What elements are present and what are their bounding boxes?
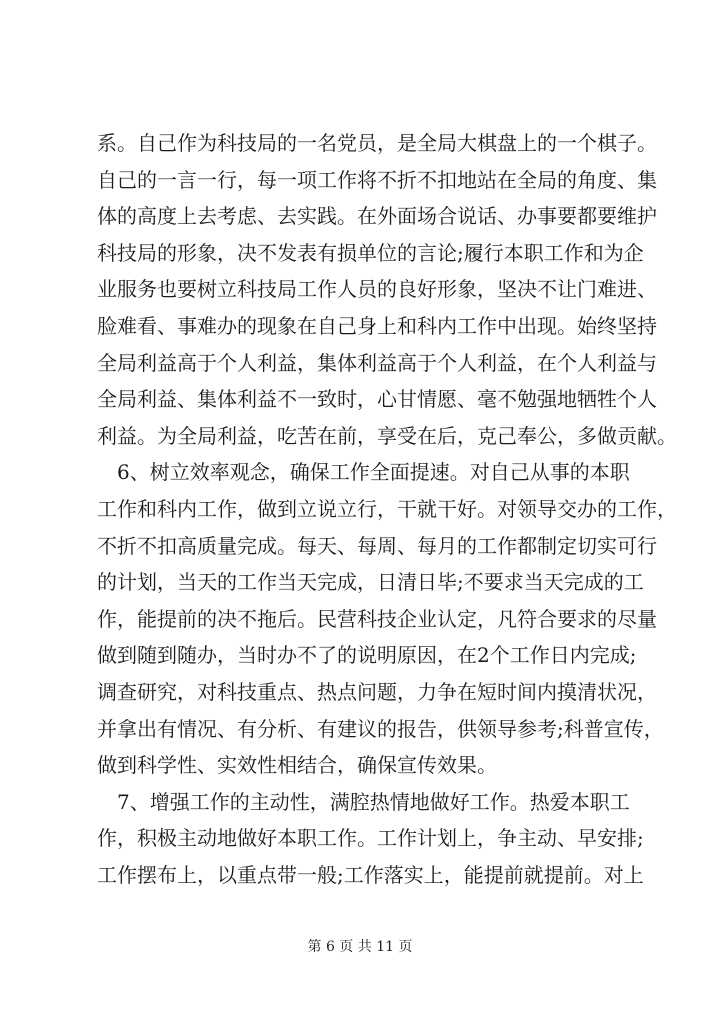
body-text: [97, 125, 677, 893]
text-line-7: 全局利益高于个人利益，集体利益高于个人利益，在个人利益与: [97, 350, 657, 375]
text-line-2: 自己的一言一行，每一项工作将不折不扣地站在全局的角度、集: [97, 167, 657, 192]
text-line-5: 业服务也要树立科技局工作人员的良好形象，坚决不让门难进、: [97, 277, 657, 302]
text-line-19: 7、增强工作的主动性，满腔热情地做好工作。热爱本职工: [97, 789, 630, 814]
text-line-15: 做到随到随办，当时办不了的说明原因，在2个工作日内完成;: [97, 643, 637, 668]
text-line-13: 的计划，当天的工作当天完成，日清日毕;不要求当天完成的工: [97, 570, 644, 595]
text-line-10: 6、树立效率观念，确保工作全面提速。对自己从事的本职: [97, 460, 630, 485]
page-footer: 第 6 页 共 11 页: [307, 939, 413, 955]
text-line-3: 体的高度上去考虑、去实践。在外面场合说话、办事要都要维护: [97, 204, 657, 229]
text-line-17: 并拿出有情况、有分析、有建议的报告，供领导参考;科普宣传，: [97, 716, 664, 741]
text-line-14: 作，能提前的决不拖后。民营科技企业认定，凡符合要求的尽量: [97, 606, 657, 631]
text-line-12: 不折不扣高质量完成。每天、每周、每月的工作都制定切实可行: [97, 533, 657, 558]
text-line-21: 工作摆布上，以重点带一般;工作落实上，能提前就提前。对上: [97, 862, 644, 887]
text-line-11: 工作和科内工作，做到立说立行，干就干好。对领导交办的工作，: [97, 496, 677, 521]
text-line-20: 作，积极主动地做好本职工作。工作计划上，争主动、早安排;: [97, 826, 644, 851]
text-line-1: 系。自己作为科技局的一名党员，是全局大棋盘上的一个棋子。: [97, 131, 657, 155]
text-line-4: 科技局的形象，决不发表有损单位的言论;履行本职工作和为企: [97, 240, 644, 265]
text-line-18: 做到科学性、实效性相结合，确保宣传效果。: [97, 753, 497, 778]
text-line-8: 全局利益、集体利益不一致时，心甘情愿、毫不勉强地牺牲个人: [97, 387, 657, 412]
text-line-9: 利益。为全局利益，吃苦在前，享受在后，克己奉公，多做贡献。: [97, 423, 677, 448]
text-line-6: 脸难看、事难办的现象在自己身上和科内工作中出现。始终坚持: [97, 313, 657, 338]
text-line-16: 调查研究，对科技重点、热点问题，力争在短时间内摸清状况，: [97, 679, 657, 704]
